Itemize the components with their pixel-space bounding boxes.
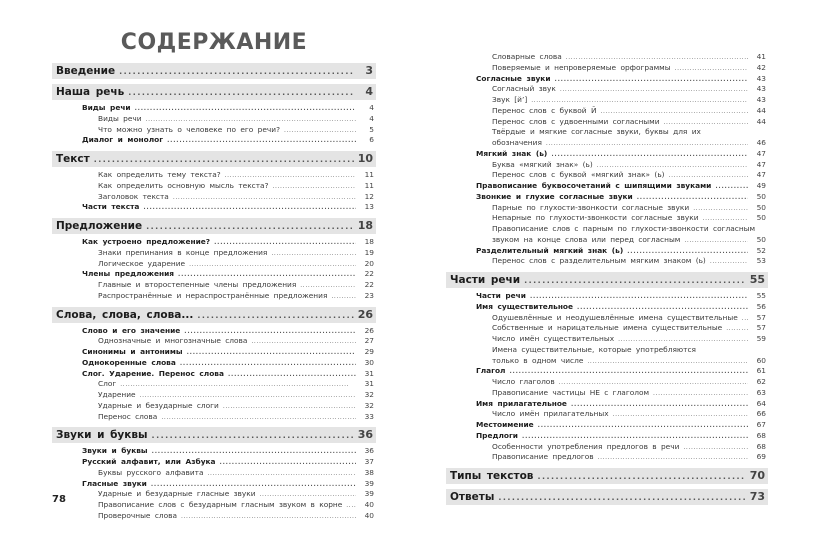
toc-entry-label: Буквы русского алфавита <box>98 467 204 477</box>
toc-entry-page: 43 <box>756 73 766 83</box>
toc-chapter[interactable] <box>52 326 376 337</box>
toc-chapter[interactable] <box>446 74 768 85</box>
toc-entry-label: Распространённые и нераспространённые предложения <box>98 290 328 300</box>
toc-section[interactable] <box>52 307 376 323</box>
toc-subitem[interactable] <box>446 170 768 181</box>
toc-subitem[interactable] <box>446 313 768 324</box>
toc-entry-label: Число имён существительных <box>492 334 615 343</box>
toc-chapter[interactable] <box>52 103 376 114</box>
toc-chapter[interactable] <box>446 246 768 257</box>
toc-entry-page: 4 <box>365 85 373 98</box>
toc-entry-page: 44 <box>756 116 766 126</box>
toc-entry-page: 39 <box>364 478 374 488</box>
toc-subitem[interactable] <box>446 84 768 95</box>
toc-entry-page: 32 <box>364 400 374 410</box>
toc-entry-label: Виды речи <box>82 103 131 112</box>
toc-entry-page: 47 <box>756 159 766 169</box>
dot-leader <box>173 193 356 204</box>
toc-entry-label: Правописание предлогов <box>492 452 594 462</box>
toc-entry-label: Слова, слова, слова... <box>56 308 194 321</box>
toc-entry-label: Перенос слова <box>98 411 158 421</box>
toc-entry-page: 61 <box>756 366 766 376</box>
toc-entry-label: Звуки и буквы <box>56 429 148 442</box>
toc-chapter[interactable] <box>446 181 768 192</box>
toc-subitem[interactable] <box>446 256 768 267</box>
toc-entry-label: Предложение <box>56 220 143 232</box>
toc-section[interactable] <box>446 489 768 505</box>
page-number: 78 <box>52 494 66 505</box>
toc-entry-label: Члены предложения <box>82 269 175 279</box>
toc-entry-page: 67 <box>756 420 766 429</box>
toc-entry-label: Звук [й’] <box>492 95 528 104</box>
dot-leader <box>742 314 748 325</box>
toc-subitem[interactable] <box>52 468 376 479</box>
toc-entry-page: 52 <box>756 245 766 255</box>
dot-leader <box>598 453 748 464</box>
toc-entry-page: 44 <box>756 105 766 115</box>
dot-leader <box>524 273 746 289</box>
toc-entry-page: 31 <box>364 368 374 378</box>
toc-entry-page: 32 <box>364 390 374 399</box>
toc-entry-label: Ударные и безударные гласные звуки <box>98 489 256 499</box>
toc-subitem[interactable] <box>446 106 768 117</box>
toc-entry-label: Одушевлённые и неодушевлённые имена существительные <box>492 312 738 322</box>
toc-entry-label: Звуки и буквы <box>82 446 148 456</box>
toc-entry-page: 55 <box>749 273 765 286</box>
dot-leader <box>546 139 748 150</box>
toc-entry-page: 60 <box>756 355 766 365</box>
toc-entry-page: 4 <box>369 113 374 123</box>
toc-entry-page: 57 <box>756 312 766 322</box>
toc-entry-label: обозначения <box>492 138 542 147</box>
toc-entry-page: 11 <box>364 180 374 190</box>
toc-subitem[interactable] <box>446 138 768 149</box>
dot-leader <box>653 389 748 400</box>
toc-section[interactable] <box>52 63 376 79</box>
toc-subitem[interactable] <box>446 117 768 128</box>
toc-subitem[interactable] <box>446 356 768 367</box>
toc-subitem[interactable] <box>446 345 768 356</box>
toc-entry-label: Правописание буквосочетаний с шипящими звуками <box>476 181 712 190</box>
toc-entry-page: 19 <box>364 247 374 257</box>
toc-entry-label: Имя прилагательное <box>476 398 567 408</box>
dot-leader <box>152 428 354 444</box>
dot-leader <box>128 85 355 101</box>
toc-entry-page: 56 <box>756 301 766 311</box>
toc-entry-page: 49 <box>756 181 766 190</box>
toc-entry-label: Как определить тему текста? <box>98 170 221 179</box>
dot-leader <box>538 421 748 432</box>
toc-entry-label: Логическое ударение <box>98 258 186 268</box>
dot-leader <box>143 203 356 214</box>
page-title: СОДЕРЖАНИЕ <box>120 30 308 55</box>
toc-entry-page: 26 <box>364 325 374 335</box>
toc-chapter[interactable] <box>446 192 768 203</box>
toc-entry-label: Глагол <box>476 366 506 376</box>
toc-entry-label: Слог. Ударение. Перенос слова <box>82 368 224 378</box>
toc-entry-label: Части речи <box>476 291 526 300</box>
dot-leader <box>675 64 748 75</box>
toc-chapter[interactable] <box>446 302 768 313</box>
toc-section[interactable] <box>446 272 768 288</box>
toc-chapter[interactable] <box>52 479 376 490</box>
toc-entry-label: Правописание слов с парным по глухости-звонкости согласным <box>492 224 756 233</box>
toc-entry-page: 69 <box>756 452 766 462</box>
toc-entry-page: 57 <box>756 323 766 333</box>
toc-subitem[interactable] <box>446 160 768 171</box>
toc-entry-label: Слог <box>98 379 117 389</box>
toc-chapter[interactable] <box>52 446 376 457</box>
dot-leader <box>94 152 354 168</box>
dot-leader <box>181 512 356 523</box>
toc-entry-page: 68 <box>756 441 766 451</box>
toc-right <box>446 52 768 508</box>
toc-subitem[interactable] <box>446 127 768 138</box>
toc-entry-page: 4 <box>369 103 374 112</box>
toc-entry-label: Согласный звук <box>492 84 556 94</box>
toc-section[interactable] <box>446 468 768 484</box>
toc-chapter[interactable] <box>446 366 768 377</box>
toc-entry-page: 23 <box>364 290 374 300</box>
toc-entry-label: Однозначные и многозначные слова <box>98 336 248 346</box>
toc-subitem[interactable] <box>52 489 376 500</box>
dot-leader <box>187 348 356 359</box>
dot-leader <box>683 443 748 454</box>
toc-entry-label: Диалог и монолог <box>82 135 164 145</box>
toc-entry-label: Перенос слов с удвоенными согласными <box>492 116 660 126</box>
dot-leader <box>119 64 355 80</box>
dot-leader <box>120 380 356 391</box>
toc-chapter[interactable] <box>52 347 376 358</box>
toc-subitem[interactable] <box>52 114 376 125</box>
toc-entry-label: Проверочные слова <box>98 510 178 520</box>
dot-leader <box>555 75 748 86</box>
toc-entry-page: 42 <box>756 62 766 72</box>
toc-subitem[interactable] <box>52 390 376 401</box>
toc-subitem[interactable] <box>446 377 768 388</box>
toc-subitem[interactable] <box>52 379 376 390</box>
toc-entry-page: 37 <box>364 457 374 466</box>
toc-entry-label: Число имён прилагательных <box>492 409 609 419</box>
toc-subitem[interactable] <box>446 323 768 334</box>
toc-subitem[interactable] <box>52 291 376 302</box>
toc-subitem[interactable] <box>52 192 376 203</box>
toc-entry-page: 10 <box>357 152 373 165</box>
toc-entry-page: 50 <box>756 234 766 244</box>
toc-entry-page: 43 <box>756 84 766 94</box>
toc-entry-label: Согласные звуки <box>476 73 551 83</box>
toc-chapter[interactable] <box>52 202 376 213</box>
toc-chapter[interactable] <box>52 135 376 146</box>
toc-entry-page: 63 <box>756 387 766 397</box>
dot-leader <box>613 410 748 421</box>
toc-entry-label: Поверяемые и непроверяемые орфограммы <box>492 62 671 72</box>
toc-entry-label: Местоимение <box>476 420 534 429</box>
toc-entry-page: 50 <box>756 191 766 201</box>
toc-entry-page: 41 <box>756 52 766 61</box>
dot-leader <box>228 370 356 381</box>
toc-chapter[interactable] <box>52 369 376 380</box>
toc-entry-page: 68 <box>756 430 766 440</box>
toc-subitem[interactable] <box>446 235 768 246</box>
toc-entry-label: Гласные звуки <box>82 478 147 488</box>
toc-entry-page: 20 <box>364 258 374 268</box>
toc-entry-label: звуком на конце слова или перед согласным <box>492 234 681 244</box>
toc-entry-label: Непарные по глухости-звонкости согласные звуки <box>492 213 699 223</box>
toc-entry-page: 43 <box>756 95 766 104</box>
toc-chapter[interactable] <box>52 457 376 468</box>
toc-chapter[interactable] <box>446 420 768 431</box>
toc-entry-label: Ударные и безударные слоги <box>98 400 219 410</box>
toc-subitem[interactable] <box>446 213 768 224</box>
toc-entry-label: Виды речи <box>98 113 142 123</box>
toc-section[interactable] <box>52 84 376 100</box>
toc-entry-label: Типы текстов <box>450 470 534 482</box>
toc-subitem[interactable] <box>52 181 376 192</box>
toc-entry-page: 12 <box>364 191 374 201</box>
dot-leader <box>189 260 356 271</box>
toc-entry-page: 38 <box>364 467 374 477</box>
toc-entry-page: 29 <box>364 347 374 356</box>
toc-entry-label: Как определить основную мысль текста? <box>98 180 269 190</box>
toc-chapter[interactable] <box>446 399 768 410</box>
toc-section[interactable] <box>52 151 376 167</box>
toc-entry-page: 30 <box>364 357 374 367</box>
toc-entry-label: Заголовок текста <box>98 191 169 201</box>
dot-leader <box>220 458 356 469</box>
toc-chapter[interactable] <box>446 149 768 160</box>
dot-leader <box>346 501 356 512</box>
toc-entry-label: Части текста <box>82 202 140 212</box>
toc-entry-label: Правописание слов с безударным гласным звуком в корне <box>98 500 343 509</box>
toc-entry-label: Правописание частицы НЕ с глаголом <box>492 387 650 397</box>
toc-entry-page: 73 <box>749 490 765 503</box>
toc-entry-label: Наша речь <box>56 86 125 98</box>
toc-entry-label: Слово и его значение <box>82 325 181 335</box>
toc-entry-label: Перенос слов с буквой «мягкий знак» (ь) <box>492 170 665 180</box>
dot-leader <box>331 292 356 303</box>
toc-section[interactable] <box>52 427 376 443</box>
toc-entry-page: 3 <box>365 64 373 77</box>
toc-entry-page: 36 <box>357 428 373 442</box>
dot-leader <box>560 85 748 96</box>
toc-subitem[interactable] <box>52 170 376 181</box>
dot-leader <box>251 337 356 348</box>
dot-leader <box>271 249 356 260</box>
toc-entry-label: Буква «мягкий знак» (ь) <box>492 159 593 169</box>
toc-subitem[interactable] <box>446 409 768 420</box>
toc-entry-label: Разделительный мягкий знак (ь) <box>476 245 624 255</box>
toc-entry-page: 6 <box>369 135 374 145</box>
toc-entry-page: 18 <box>357 219 373 232</box>
toc-entry-label: Особенности употребления предлогов в речи <box>492 441 680 451</box>
toc-subitem[interactable] <box>52 401 376 412</box>
dot-leader <box>284 126 356 137</box>
toc-entry-label: Имя существительное <box>476 301 574 311</box>
toc-entry-label: Синонимы и антонимы <box>82 347 183 356</box>
dot-leader <box>684 236 748 247</box>
toc-subitem[interactable] <box>446 63 768 74</box>
dot-leader <box>693 204 748 215</box>
dot-leader <box>498 490 745 506</box>
toc-entry-label: Части речи <box>450 274 521 286</box>
toc-subitem[interactable] <box>446 203 768 214</box>
toc-entry-page: 55 <box>756 291 766 300</box>
toc-entry-label: Твёрдые и мягкие согласные звуки, буквы для их <box>492 127 701 137</box>
toc-subitem[interactable] <box>446 442 768 453</box>
toc-entry-label: Перенос слов с разделительным мягким знаком (ь) <box>492 256 706 266</box>
toc-entry-label: Число глаголов <box>492 377 555 386</box>
toc-entry-page: 27 <box>364 336 374 346</box>
toc-subitem[interactable] <box>52 511 376 522</box>
toc-entry-page: 11 <box>364 170 374 179</box>
dot-leader <box>587 357 748 368</box>
toc-entry-label: Что можно узнать о человеке по его речи? <box>98 124 281 134</box>
toc-entry-label: Имена существительные, которые употребляются <box>492 344 696 354</box>
toc-entry-label: Однокоренные слова <box>82 357 176 367</box>
toc-entry-page: 47 <box>756 148 766 158</box>
toc-entry-label: Мягкий знак (ь) <box>476 148 548 158</box>
toc-entry-page: 31 <box>364 379 374 389</box>
dot-leader <box>715 182 748 193</box>
toc-entry-label: Введение <box>56 65 116 77</box>
toc-subitem[interactable] <box>52 412 376 423</box>
toc-chapter[interactable] <box>52 358 376 369</box>
toc-subitem[interactable] <box>446 452 768 463</box>
dot-leader <box>207 469 356 480</box>
dot-leader <box>197 308 353 324</box>
toc-subitem[interactable] <box>52 259 376 270</box>
toc-subitem[interactable] <box>52 336 376 347</box>
dot-leader <box>167 136 356 147</box>
toc-entry-label: Ударение <box>98 390 136 399</box>
dot-leader <box>710 257 748 268</box>
toc-subitem[interactable] <box>446 224 768 235</box>
toc-entry-page: 53 <box>756 256 766 266</box>
toc-subitem[interactable] <box>446 388 768 399</box>
toc-entry-label: Предлоги <box>476 430 518 440</box>
toc-entry-label: Знаки препинания в конце предложения <box>98 247 268 257</box>
toc-entry-page: 59 <box>756 334 766 343</box>
toc-subitem[interactable] <box>52 280 376 291</box>
toc-entry-page: 40 <box>364 500 374 509</box>
dot-leader <box>726 324 748 335</box>
toc-entry-page: 40 <box>364 510 374 520</box>
toc-entry-label: Главные и второстепенные члены предложения <box>98 280 297 289</box>
dot-leader <box>537 469 745 485</box>
toc-entry-label: только в одном числе <box>492 355 584 365</box>
toc-entry-label: Ответы <box>450 491 495 503</box>
toc-entry-page: 26 <box>357 307 373 321</box>
toc-entry-page: 36 <box>364 446 374 456</box>
toc-entry-label: Звонкие и глухие согласные звуки <box>476 191 633 201</box>
toc-entry-page: 13 <box>364 202 374 212</box>
toc-section[interactable] <box>52 218 376 234</box>
toc-entry-page: 33 <box>364 411 374 421</box>
toc-entry-label: Перенос слов с буквой Й <box>492 105 597 115</box>
toc-entry-page: 46 <box>756 138 766 147</box>
toc-chapter[interactable] <box>52 269 376 280</box>
toc-entry-page: 47 <box>756 170 766 180</box>
toc-entry-page: 22 <box>364 280 374 289</box>
toc-entry-label: Собственные и нарицательные имена существительные <box>492 323 723 333</box>
toc-entry-page: 5 <box>369 124 374 134</box>
toc-subitem[interactable] <box>52 500 376 511</box>
toc-subitem[interactable] <box>52 125 376 136</box>
toc-entry-page: 50 <box>756 213 766 223</box>
toc-entry-label: Парные по глухости-звонкости согласные звуки <box>492 202 690 212</box>
toc-subitem[interactable] <box>446 95 768 106</box>
toc-subitem[interactable] <box>52 248 376 259</box>
toc-entry-page: 39 <box>364 489 374 499</box>
toc-left <box>52 63 376 522</box>
toc-entry-page: 66 <box>756 409 766 419</box>
toc-entry-page: 50 <box>756 202 766 212</box>
toc-entry-page: 64 <box>756 398 766 408</box>
toc-subitem[interactable] <box>446 334 768 345</box>
toc-subitem[interactable] <box>446 52 768 63</box>
toc-chapter[interactable] <box>446 291 768 302</box>
toc-entry-page: 62 <box>756 377 766 386</box>
dot-leader <box>273 182 357 193</box>
toc-chapter[interactable] <box>52 237 376 248</box>
toc-entry-page: 22 <box>364 269 374 279</box>
dot-leader <box>135 104 356 115</box>
toc-entry-label: Русский алфавит, или Азбука <box>82 457 216 466</box>
toc-entry-label: Текст <box>56 153 90 165</box>
toc-entry-page: 18 <box>364 237 374 246</box>
dot-leader <box>161 413 356 424</box>
toc-entry-label: Как устроено предложение? <box>82 237 211 246</box>
dot-leader <box>223 402 356 413</box>
toc-chapter[interactable] <box>446 431 768 442</box>
toc-entry-page: 70 <box>749 469 765 482</box>
toc-entry-label: Словарные слова <box>492 52 562 61</box>
dot-leader <box>146 219 354 235</box>
